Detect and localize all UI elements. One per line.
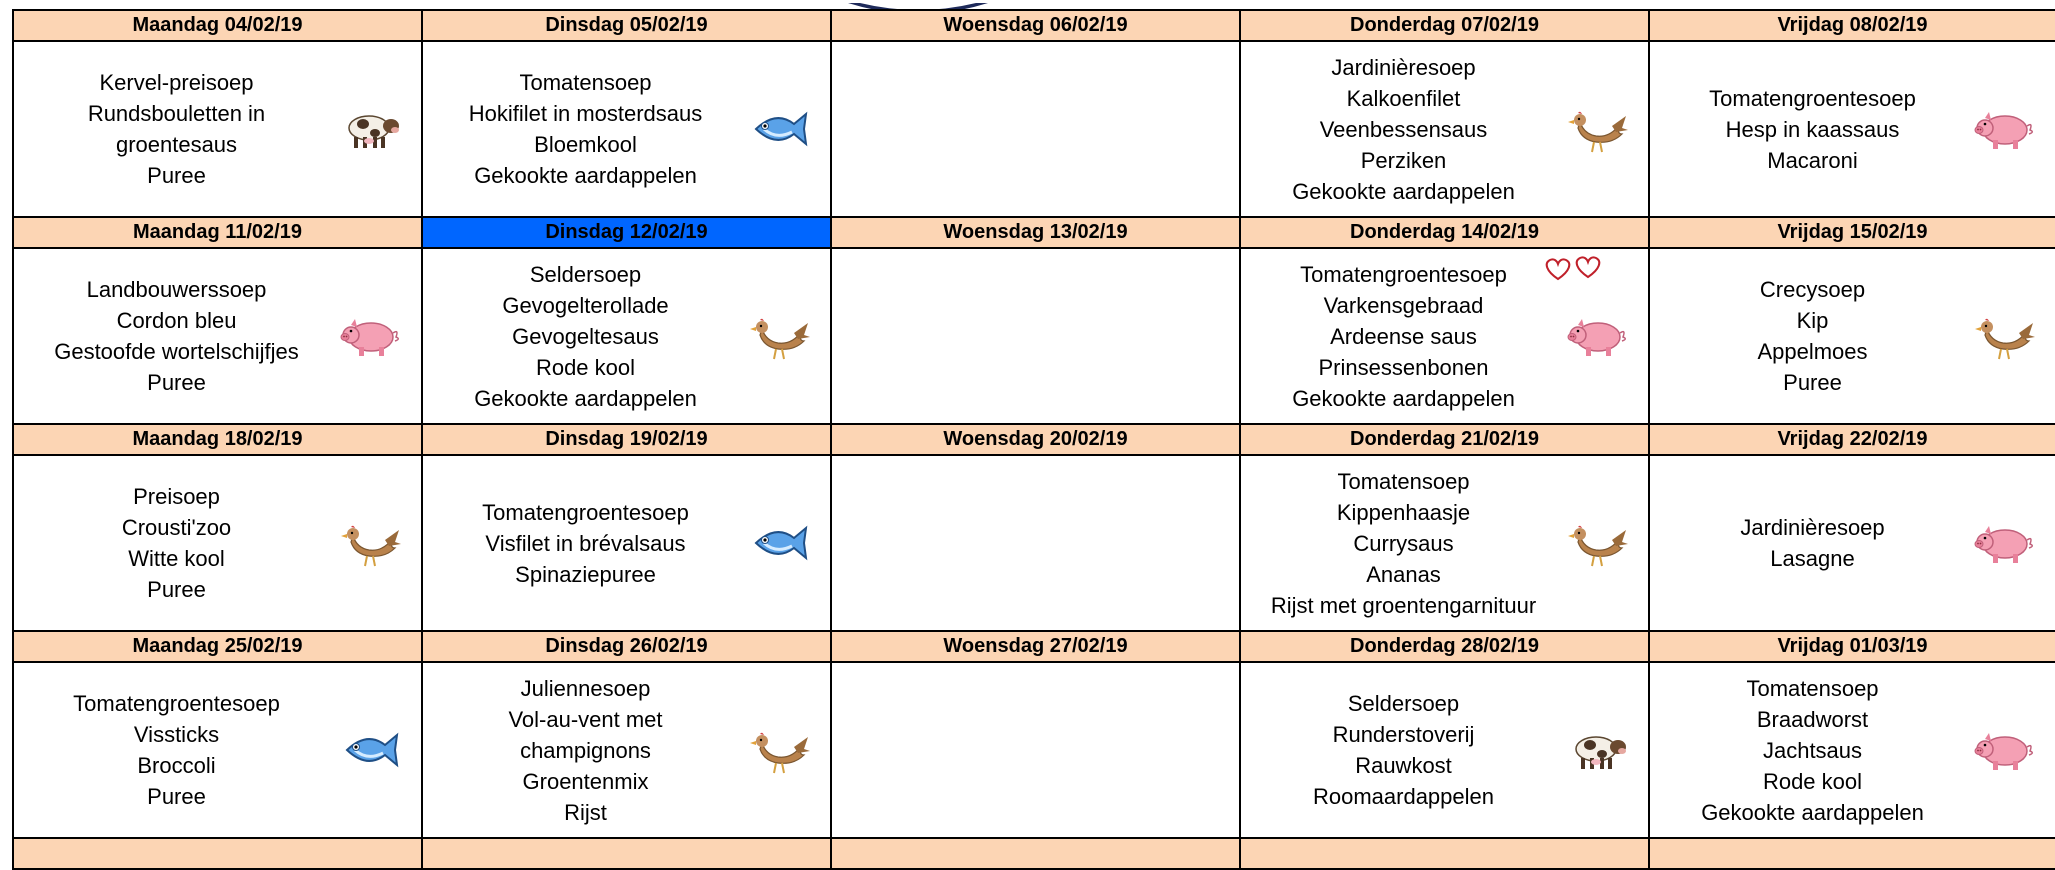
dish-item: Runderstoverij <box>1332 722 1475 747</box>
dish-item: Veenbessensaus <box>1319 116 1488 142</box>
dish-list <box>1241 259 1566 414</box>
dish-item: Vissticks <box>133 722 220 747</box>
menu-cell-donderdag <box>1240 455 1649 631</box>
dish-item: Tomatengroentesoep <box>1300 261 1507 287</box>
day-header-dinsdag: Dinsdag 12/02/19 <box>422 217 831 248</box>
dish-item: Puree <box>147 577 206 602</box>
menu-cell-woensdag <box>831 248 1240 424</box>
dish-item: Puree <box>147 370 206 395</box>
dish-item: Vol-au-vent met <box>508 706 663 732</box>
dish-item: Jardinièresoep <box>1331 54 1476 80</box>
dish-item: Rode kool <box>535 354 636 380</box>
dish-list <box>14 67 339 191</box>
menu-cell-donderdag <box>1240 41 1649 217</box>
dish-item: Gekookte aardappelen <box>474 163 697 188</box>
day-header-dinsdag: Dinsdag 05/02/19 <box>422 10 831 41</box>
chicken-icon <box>339 518 401 568</box>
dish-item: Tomatensoep <box>519 70 652 95</box>
day-header-maandag: Maandag 25/02/19 <box>13 631 422 662</box>
menu-cell-woensdag <box>831 662 1240 838</box>
menu-cell-maandag <box>13 662 422 838</box>
day-header-woensdag: Woensdag 20/02/19 <box>831 424 1240 455</box>
dish-item: Macaroni <box>1767 147 1858 173</box>
dish-list <box>423 67 748 191</box>
dish-item: groentesaus <box>115 132 238 157</box>
dish-item: Tomatengroentesoep <box>1709 85 1916 111</box>
dish-item: Spinaziepuree <box>515 561 656 587</box>
week-menu-row <box>13 662 2055 838</box>
dish-list <box>1650 673 1975 828</box>
dish-item: Jachtsaus <box>1762 737 1863 763</box>
chicken-icon <box>1973 311 2035 361</box>
dish-item: Rauwkost <box>1355 753 1452 778</box>
menu-cell-maandag <box>13 248 422 424</box>
dish-list <box>1650 274 1975 398</box>
chicken-icon <box>1566 104 1628 154</box>
empty-header-cell <box>831 838 1240 869</box>
cow-icon <box>1566 725 1628 775</box>
dish-item: Kip <box>1796 308 1829 333</box>
hearts-icon <box>1542 253 1604 283</box>
dish-item: Gestoofde wortelschijfjes <box>54 339 299 364</box>
day-header-dinsdag: Dinsdag 26/02/19 <box>422 631 831 662</box>
dish-item: Tomatengroentesoep <box>482 499 689 525</box>
day-header-vrijdag: Vrijdag 08/02/19 <box>1649 10 2055 41</box>
pig-icon <box>1566 311 1628 361</box>
fish-icon <box>748 104 810 154</box>
day-header-donderdag: Donderdag 28/02/19 <box>1240 631 1649 662</box>
dish-item: Juliennesoep <box>520 675 651 701</box>
day-header-vrijdag: Vrijdag 22/02/19 <box>1649 424 2055 455</box>
menu-cell-maandag <box>13 41 422 217</box>
week-menu-row <box>13 455 2055 631</box>
chicken-icon <box>1973 311 2035 361</box>
day-header-woensdag: Woensdag 06/02/19 <box>831 10 1240 41</box>
dish-item: Jardinièresoep <box>1740 515 1885 540</box>
hearts-icon <box>1542 253 1604 283</box>
fish-icon <box>339 725 401 775</box>
day-header-vrijdag: Vrijdag 15/02/19 <box>1649 217 2055 248</box>
pig-icon <box>1973 725 2035 775</box>
week-menu-row <box>13 248 2055 424</box>
dish-item: Appelmoes <box>1757 339 1868 364</box>
dish-item: Lasagne <box>1770 546 1855 571</box>
dish-list <box>423 259 748 414</box>
cow-icon <box>1566 725 1628 775</box>
dish-item: Landbouwerssoep <box>86 277 267 302</box>
pig-icon <box>339 311 401 361</box>
pig-icon <box>1973 104 2035 154</box>
dish-item: Visfilet in brévalsaus <box>485 530 686 556</box>
dish-list <box>423 673 748 828</box>
dish-item: Gekookte aardappelen <box>474 385 697 411</box>
dish-item: Tomatensoep <box>1337 468 1470 494</box>
dish-item: Currysaus <box>1353 530 1454 556</box>
dish-item: Preisoep <box>133 484 220 509</box>
empty-header-cell <box>422 838 831 869</box>
menu-cell-vrijdag <box>1649 248 2055 424</box>
week-header-row <box>13 424 2055 455</box>
dish-item: Braadworst <box>1756 706 1869 732</box>
week-header-row <box>13 217 2055 248</box>
day-header-maandag: Maandag 04/02/19 <box>13 10 422 41</box>
dish-item: Kalkoenfilet <box>1346 85 1461 111</box>
dish-item: Ardeense saus <box>1330 323 1477 349</box>
chicken-icon <box>748 725 810 775</box>
pig-icon <box>1973 725 2035 775</box>
chicken-icon <box>748 311 810 361</box>
dish-list <box>1241 466 1566 621</box>
menu-cell-donderdag <box>1240 662 1649 838</box>
dish-item: Seldersoep <box>1347 691 1460 716</box>
fish-icon <box>748 518 810 568</box>
fish-icon <box>748 104 810 154</box>
dish-list <box>423 497 748 590</box>
dish-item: Tomatensoep <box>1746 675 1879 701</box>
menu-cell-dinsdag <box>422 248 831 424</box>
dish-item: Gekookte aardappelen <box>1292 178 1515 204</box>
chicken-icon <box>748 311 810 361</box>
day-header-donderdag: Donderdag 07/02/19 <box>1240 10 1649 41</box>
dish-item: Rode kool <box>1762 768 1863 794</box>
day-header-maandag: Maandag 18/02/19 <box>13 424 422 455</box>
pig-icon <box>1566 311 1628 361</box>
dish-item: Crecysoep <box>1759 277 1866 302</box>
menu-cell-woensdag <box>831 41 1240 217</box>
empty-header-cell <box>13 838 422 869</box>
dish-item: Puree <box>1783 370 1842 395</box>
chicken-icon <box>1566 518 1628 568</box>
day-header-woensdag: Woensdag 13/02/19 <box>831 217 1240 248</box>
dish-list <box>14 688 339 812</box>
dish-item: Hesp in kaassaus <box>1725 116 1900 142</box>
dish-item: Gekookte aardappelen <box>1701 799 1924 825</box>
empty-header-cell <box>1240 838 1649 869</box>
day-header-vrijdag: Vrijdag 01/03/19 <box>1649 631 2055 662</box>
pig-icon <box>339 311 401 361</box>
dish-item: Puree <box>147 784 206 809</box>
pig-icon <box>1973 518 2035 568</box>
fish-icon <box>748 518 810 568</box>
pig-icon <box>1973 104 2035 154</box>
dish-item: Gevogeltesaus <box>512 323 659 349</box>
empty-header-row <box>13 838 2055 869</box>
menu-cell-vrijdag <box>1649 455 2055 631</box>
dish-list <box>1650 512 1975 574</box>
dish-item: Roomaardappelen <box>1312 784 1495 809</box>
dish-item: Kippenhaasje <box>1336 499 1471 525</box>
menu-cell-dinsdag <box>422 41 831 217</box>
week-menu-row <box>13 41 2055 217</box>
week-header-row <box>13 631 2055 662</box>
dish-item: Puree <box>147 163 206 188</box>
dish-item: Bloemkool <box>534 132 637 157</box>
dish-item: Cordon bleu <box>116 308 237 333</box>
menu-cell-donderdag <box>1240 248 1649 424</box>
cow-icon <box>339 104 401 154</box>
dish-item: Varkensgebraad <box>1323 292 1484 318</box>
menu-grid <box>12 9 2055 870</box>
menu-cell-dinsdag <box>422 455 831 631</box>
dish-item: Perziken <box>1360 147 1447 173</box>
day-header-dinsdag: Dinsdag 19/02/19 <box>422 424 831 455</box>
fish-icon <box>339 725 401 775</box>
dish-list <box>14 481 339 605</box>
dish-list <box>14 274 339 398</box>
chicken-icon <box>339 518 401 568</box>
dish-item: Seldersoep <box>529 261 642 287</box>
dish-item: Rijst <box>564 799 607 825</box>
week-header-row <box>13 10 2055 41</box>
dish-item: Kervel-preisoep <box>99 70 254 95</box>
dish-item: Broccoli <box>137 753 216 778</box>
dish-item: Gekookte aardappelen <box>1292 385 1515 411</box>
dish-item: Groentenmix <box>522 768 649 794</box>
cow-icon <box>339 104 401 154</box>
dish-item: Hokifilet in mosterdsaus <box>468 101 703 126</box>
chicken-icon <box>1566 104 1628 154</box>
day-header-woensdag: Woensdag 27/02/19 <box>831 631 1240 662</box>
dish-item: Gevogelterollade <box>502 292 669 318</box>
dish-item: Ananas <box>1366 561 1441 587</box>
menu-cell-vrijdag <box>1649 41 2055 217</box>
day-header-maandag: Maandag 11/02/19 <box>13 217 422 248</box>
dish-list <box>1241 52 1566 207</box>
menu-cell-vrijdag <box>1649 662 2055 838</box>
dish-list <box>1241 688 1566 812</box>
chicken-icon <box>1566 518 1628 568</box>
chicken-icon <box>748 725 810 775</box>
day-header-donderdag: Donderdag 21/02/19 <box>1240 424 1649 455</box>
dish-list <box>1650 83 1975 176</box>
pig-icon <box>1973 518 2035 568</box>
day-header-donderdag: Donderdag 14/02/19 <box>1240 217 1649 248</box>
dish-item: Rijst met groentengarnituur <box>1270 592 1537 618</box>
dish-item: Rundsbouletten in <box>87 101 266 126</box>
menu-cell-maandag <box>13 455 422 631</box>
menu-cell-woensdag <box>831 455 1240 631</box>
dish-item: Witte kool <box>128 546 225 571</box>
dish-item: champignons <box>520 737 651 763</box>
empty-header-cell <box>1649 838 2055 869</box>
dish-item: Crousti'zoo <box>121 515 232 540</box>
dish-item: Prinsessenbonen <box>1318 354 1489 380</box>
dish-item: Tomatengroentesoep <box>73 691 280 716</box>
menu-cell-dinsdag <box>422 662 831 838</box>
